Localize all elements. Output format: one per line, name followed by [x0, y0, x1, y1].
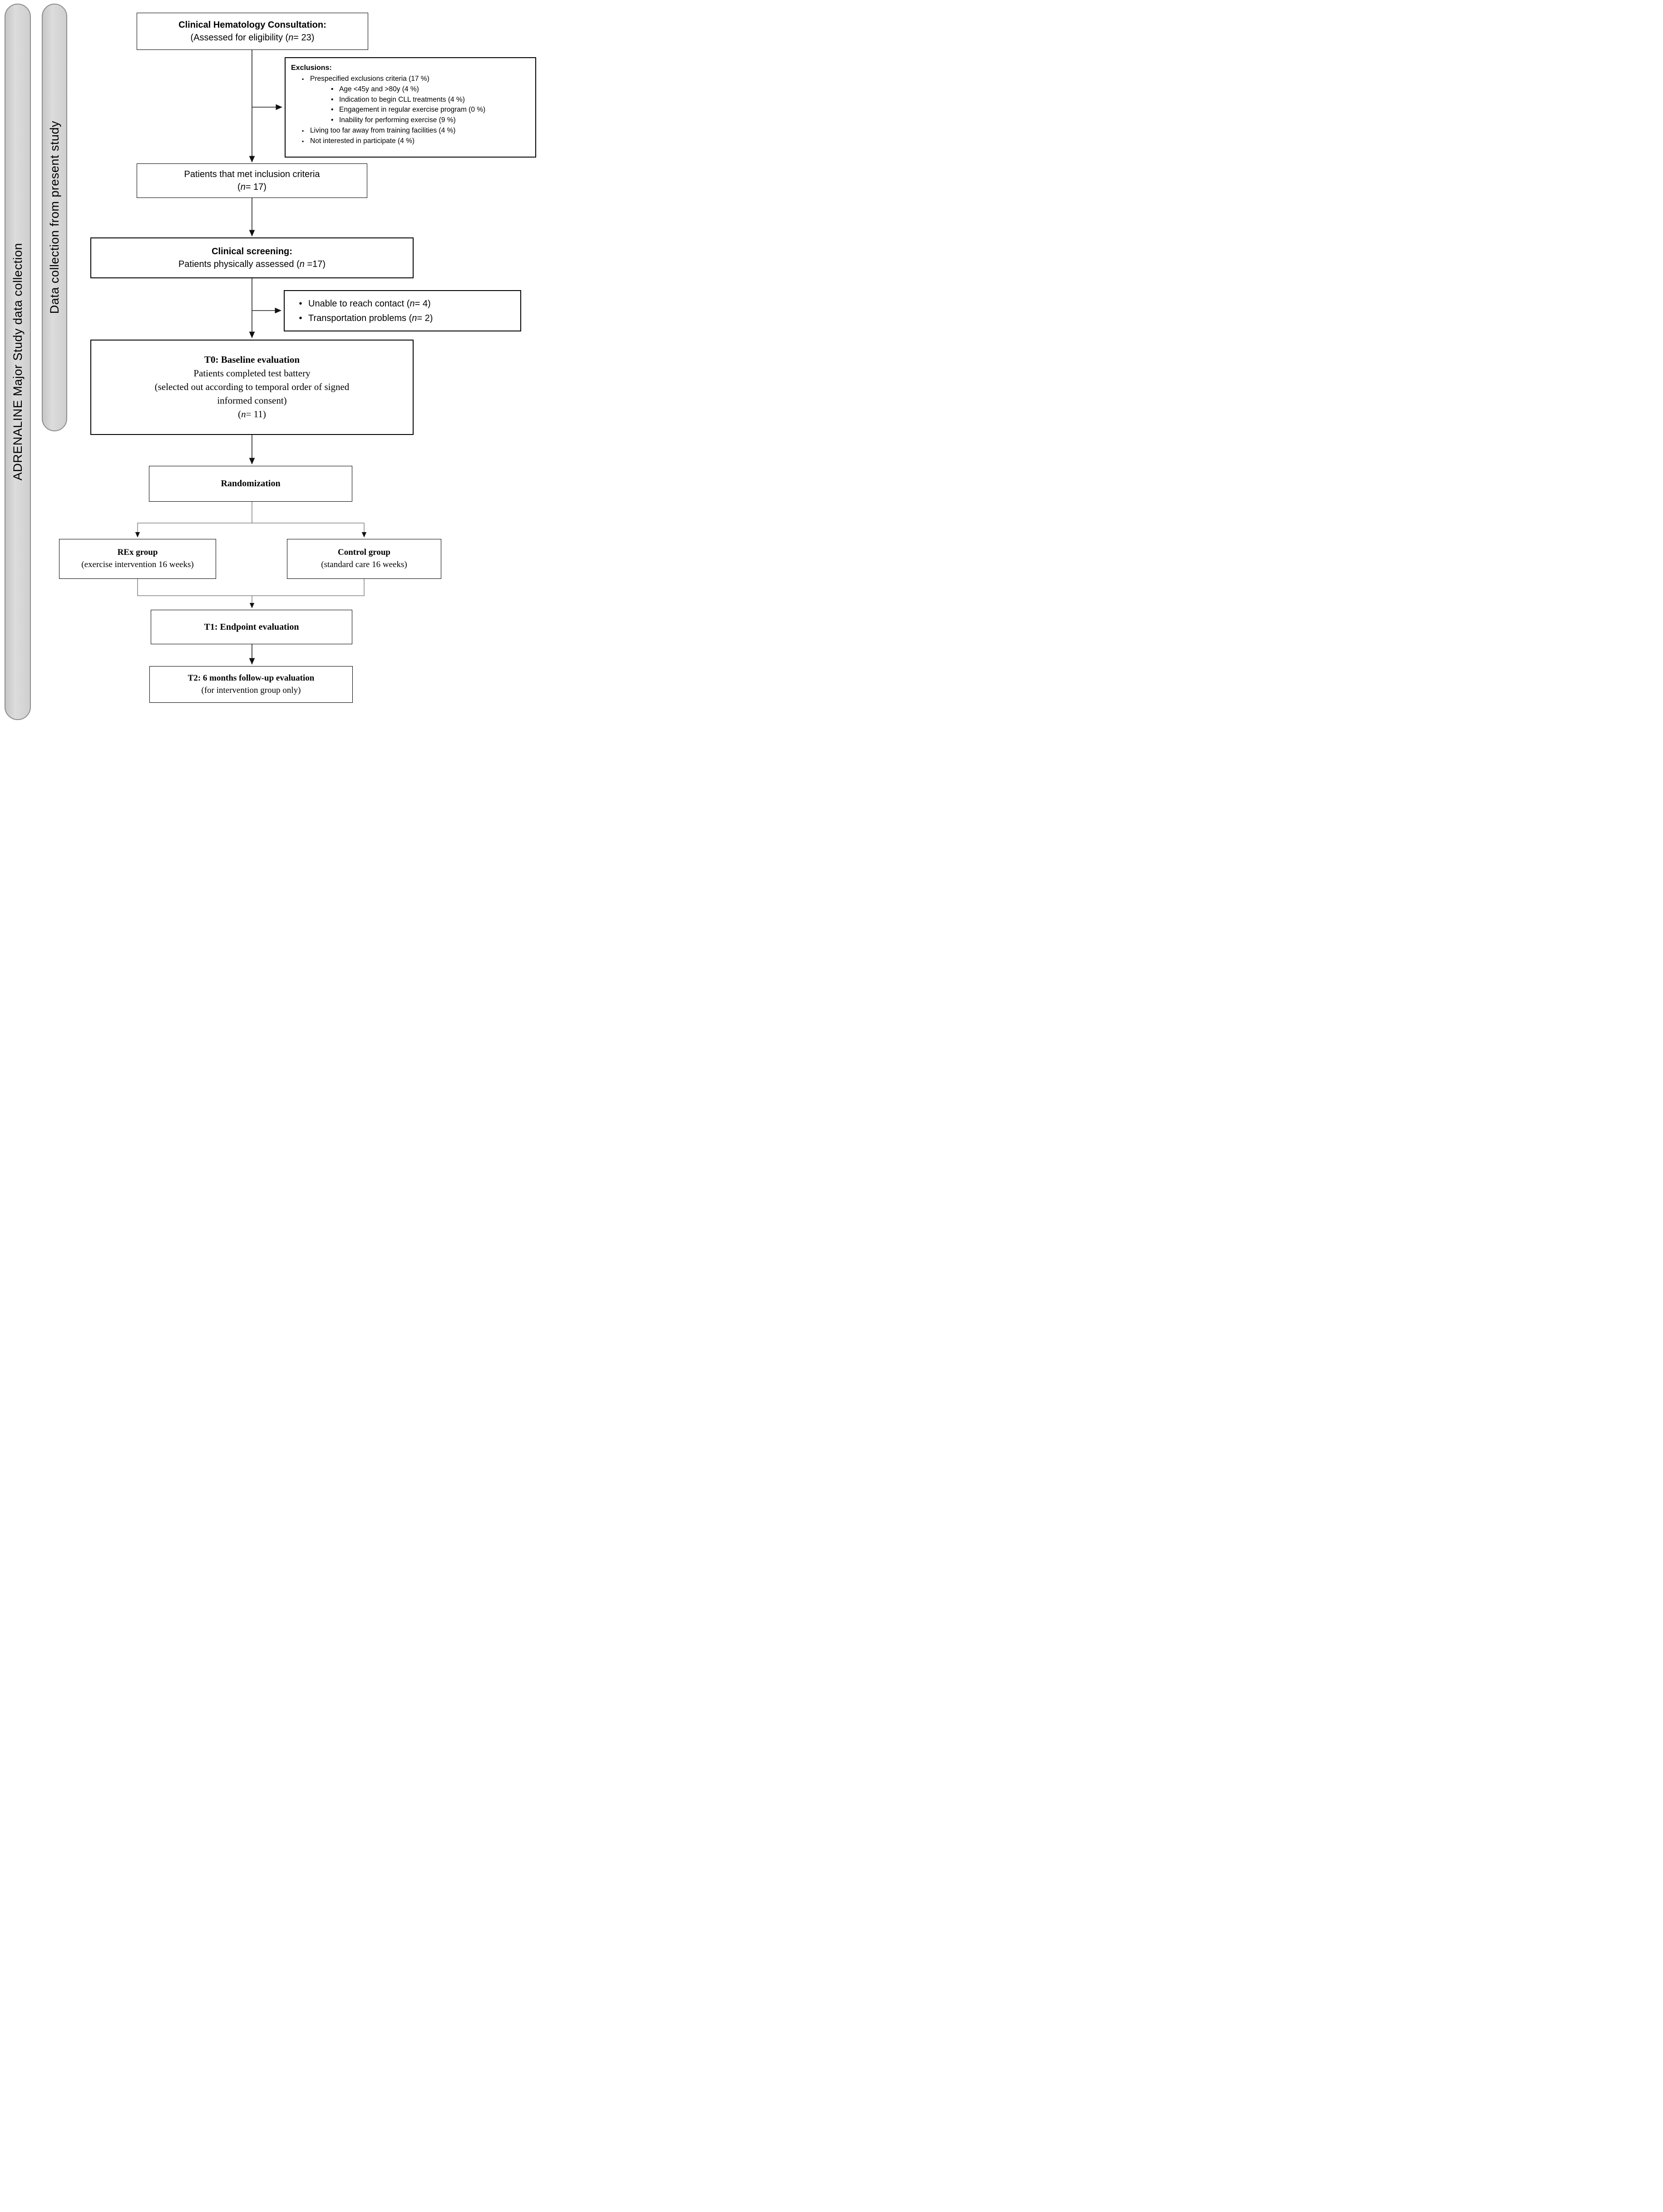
- flow-box-inclusion: [137, 163, 367, 198]
- text-part: Transportation problems (: [308, 313, 412, 323]
- consultation-title: Clinical Hematology Consultation:: [178, 20, 326, 30]
- text-part: = 23): [293, 33, 315, 43]
- n-symbol: n: [240, 182, 246, 192]
- text-part: Patients physically assessed (: [178, 259, 300, 269]
- merge-groups: [138, 579, 364, 596]
- t2-subtitle: (for intervention group only): [201, 685, 301, 695]
- text-part: = 17): [245, 182, 266, 192]
- flow-box-t2-followup: [149, 666, 353, 703]
- t0-line3: (selected out according to temporal order of signed: [154, 381, 350, 393]
- flow-box-randomization: [149, 466, 352, 502]
- dropout-text: [308, 296, 431, 311]
- round-bullet-icon: •: [299, 313, 302, 323]
- exclusion-text: Age <45y and >80y (4 %): [339, 85, 419, 93]
- n-symbol: n: [241, 408, 246, 420]
- text-part: = 2): [417, 313, 433, 323]
- square-bullet-icon: ▪: [302, 75, 304, 82]
- exclusion-item: [291, 74, 429, 84]
- split-randomization: [138, 502, 364, 523]
- control-title: Control group: [338, 548, 390, 558]
- exclusion-item: [291, 126, 455, 136]
- rex-title: REx group: [117, 548, 158, 558]
- rex-subtitle: (exercise intervention 16 weeks): [81, 560, 194, 569]
- exclusion-item: [291, 136, 415, 147]
- screening-title: Clinical screening:: [212, 247, 292, 257]
- sidebar-major-study-label: ADRENALINE Major Study data collection: [10, 243, 25, 481]
- exclusions-heading: Exclusions:: [291, 64, 332, 72]
- flow-box-rex-group: [59, 539, 216, 579]
- t0-line2: Patients completed test battery: [193, 368, 311, 379]
- n-symbol: n: [412, 313, 417, 323]
- dropout-item: [293, 311, 433, 326]
- exclusion-text: Engagement in regular exercise program (0 %): [339, 106, 486, 114]
- consort-flow-diagram: [0, 0, 545, 725]
- randomization-title: Randomization: [221, 479, 281, 489]
- n-symbol: n: [410, 298, 415, 309]
- flow-box-dropouts: [284, 290, 521, 331]
- dropout-item: [293, 296, 431, 311]
- flow-box-control-group: [287, 539, 441, 579]
- control-subtitle: (standard care 16 weeks): [321, 560, 407, 569]
- n-symbol: n: [299, 259, 305, 269]
- text-part: Unable to reach contact (: [308, 298, 410, 309]
- sidebar-major-study-pill: [5, 4, 31, 720]
- text-part: = 4): [415, 298, 431, 309]
- text-part: =17): [304, 259, 326, 269]
- inclusion-title: Patients that met inclusion criteria: [184, 169, 320, 179]
- flow-box-screening: [90, 237, 414, 278]
- exclusion-subitem: [291, 105, 485, 115]
- exclusion-subitem: [291, 95, 465, 105]
- t0-title: T0: Baseline evaluation: [204, 354, 300, 365]
- exclusion-text: Prespecified exclusions criteria (17 %): [310, 74, 429, 83]
- exclusion-subitem: [291, 84, 419, 95]
- round-bullet-icon: •: [331, 85, 334, 93]
- sidebar-present-study-label: Data collection from present study: [47, 121, 61, 314]
- flow-box-exclusions: [285, 57, 536, 158]
- text-part: (: [237, 182, 241, 192]
- consultation-subtitle: [191, 31, 315, 44]
- flow-box-t0-baseline: [90, 340, 414, 435]
- t2-title: T2: 6 months follow-up evaluation: [188, 673, 315, 683]
- round-bullet-icon: •: [331, 95, 334, 104]
- inclusion-count: [237, 181, 266, 193]
- t1-title: T1: Endpoint evaluation: [204, 622, 299, 632]
- square-bullet-icon: ▪: [302, 128, 304, 134]
- round-bullet-icon: •: [331, 116, 334, 124]
- exclusion-text: Indication to begin CLL treatments (4 %): [339, 95, 465, 104]
- round-bullet-icon: •: [299, 298, 302, 309]
- text-part: = 11): [246, 408, 266, 420]
- flow-box-t1-endpoint: [151, 610, 352, 644]
- text-part: (Assessed for eligibility (: [190, 33, 289, 43]
- exclusion-text: Not interested in participate (4 %): [310, 137, 415, 145]
- square-bullet-icon: ▪: [302, 138, 304, 145]
- text-part: (: [238, 408, 242, 420]
- t0-line4: informed consent): [217, 395, 287, 406]
- round-bullet-icon: •: [331, 106, 334, 114]
- exclusion-text: Living too far away from training facilities (4 %): [310, 127, 456, 135]
- sidebar-present-study-pill: [42, 4, 67, 431]
- t0-count: [238, 408, 266, 421]
- dropout-text: [308, 311, 433, 326]
- n-symbol: n: [288, 33, 294, 43]
- exclusion-text: Inability for performing exercise (9 %): [339, 116, 456, 124]
- exclusion-subitem: [291, 115, 456, 126]
- flow-box-consultation: [137, 13, 368, 50]
- screening-subtitle: [178, 258, 326, 271]
